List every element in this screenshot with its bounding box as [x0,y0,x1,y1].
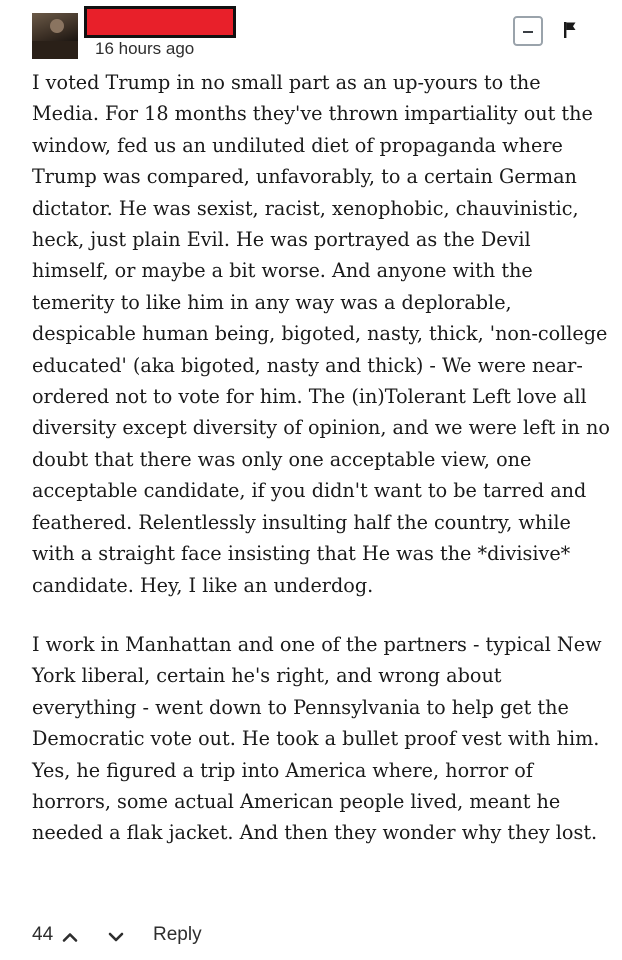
avatar-shade [32,41,78,59]
vote-count: 44 [32,924,54,945]
comment-body [32,67,612,849]
reply-button[interactable]: Reply [153,924,202,945]
avatar[interactable] [32,13,78,59]
redacted-username [84,6,236,38]
chevron-up-icon [62,930,78,944]
upvote-button[interactable] [62,928,78,942]
downvote-button[interactable] [108,928,124,942]
comment-paragraph: I work in Manhattan and one of the partners - typical New York liberal, certain he's right, and wrong about everything - went down to Pennsylvania to help get the Democratic vote out. He took a bullet proof vest with him. Yes, he figured a trip into America where, horror of horrors, some actual American people lived, meant he needed a flak jacket. And then they wonder why they lost. [32,632,602,845]
minus-icon [523,31,533,33]
collapse-button[interactable] [513,16,543,46]
comment-paragraph: I voted Trump in no small part as an up-yours to the Media. For 18 months they've thrown impartiality out the window, fed us an undiluted diet of propaganda where Trump was compared, unfavorably, to a certain German dictator. He was sexist, racist, xenophobic, chauvinistic, heck, just plain Evil. He was portrayed as the Devil himself, or maybe a bit worse. And anyone with the temerity to like him in any way was a deplorable, despicable human being, bigoted, nasty, thick, 'non-college educated' (aka bigoted, nasty and thick) - We were near-ordered not to vote for him. The (in)Tolerant Left love all diversity except diversity of opinion, and we were left in no doubt that there was only one acceptable view, one acceptable candidate, if you didn't want to be tarred and feathered. Relentlessly insulting half the country, while with a straight face insisting that He was the *divisive* candidate. Hey, I like an underdog. [32,71,610,597]
avatar-highlight [50,19,64,33]
flag-icon [563,21,577,39]
chevron-down-icon [108,930,124,944]
timestamp[interactable]: 16 hours ago [95,39,195,58]
flag-button[interactable] [563,21,577,39]
